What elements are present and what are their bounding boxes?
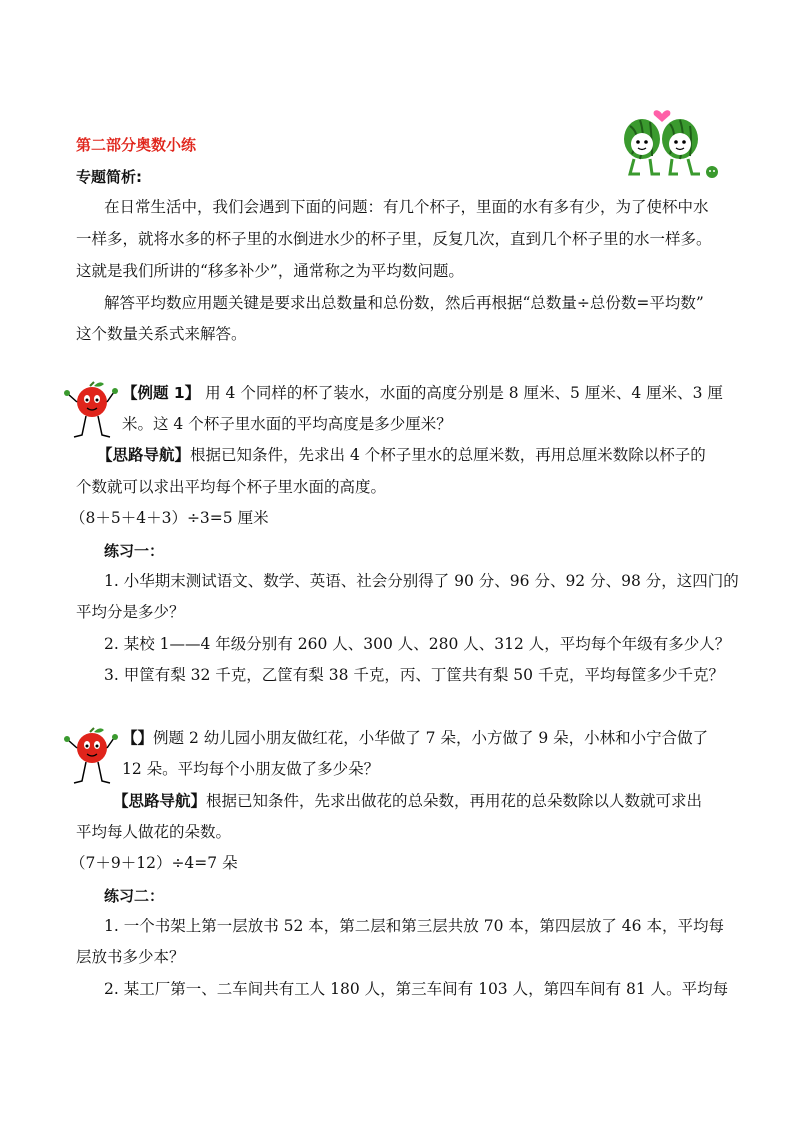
hint-label: 【思路导航】	[113, 792, 207, 810]
practice-question: 3. 甲筐有梨 32 千克，乙筐有梨 38 千克，丙、丁筐共有梨 50 千克，平均每筐多少千克？	[104, 666, 724, 684]
example1-text: 用 4 个同样的杯了装水，水面的高度分别是 8 厘米、5 厘米、4 厘米、3 厘	[200, 384, 723, 402]
practice-heading: 练习一：	[104, 542, 165, 560]
practice-question: 2. 某工厂第一、二车间共有工人 180 人，第三车间有 103 人，第四车间有 81 人。平均每	[104, 980, 729, 998]
practice-question: 1. 小华期末测试语文、数学、英语、社会分别得了 90 分、96 分、92 分、98 分，这四门的	[104, 572, 739, 590]
answer: （8＋5＋4＋3）÷3=5 厘米	[70, 509, 269, 527]
practice-question: 平均分是多少？	[76, 603, 185, 621]
intro-line: 这个数量关系式来解答。	[76, 325, 247, 343]
apple-mascot-icon	[62, 380, 122, 442]
hint-text: 平均每人做花的朵数。	[76, 823, 232, 841]
hint-text: 根据已知条件，先求出做花的总朵数，再用花的总朵数除以人数就可求出	[206, 792, 703, 810]
hint-text: 根据已知条件，先求出 4 个杯子里水的总厘米数，再用总厘米数除以杯子的	[190, 446, 706, 464]
example2-label: 【】	[122, 729, 154, 747]
intro-line: 在日常生活中，我们会遇到下面的问题：有几个杯子，里面的水有多有少，为了使杯中水	[104, 198, 709, 216]
apple-mascot-icon	[62, 726, 122, 788]
example2-text: 12 朵。平均每个小朋友做了多少朵？	[122, 760, 380, 778]
practice-heading: 练习二：	[104, 887, 165, 905]
intro-line: 解答平均数应用题关键是要求出总数量和总份数，然后再根据“总数量÷总份数=平均数”	[104, 294, 704, 312]
intro-line: 这就是我们所讲的“移多补少”，通常称之为平均数问题。	[76, 262, 464, 280]
example2-text: 例题 2 幼儿园小朋友做红花，小华做了 7 朵，小方做了 9 朵，小林和小宁合做了	[153, 729, 709, 747]
example1-label: 【例题 1】	[122, 384, 201, 402]
watermelon-mascot-icon	[612, 104, 722, 184]
practice-question: 1. 一个书架上第一层放书 52 本，第二层和第三层共放 70 本，第四层放了 46 本，平均每	[104, 917, 724, 935]
section-title: 第二部分奥数小练	[76, 136, 197, 154]
practice-question: 层放书多少本？	[76, 948, 185, 966]
intro-line: 一样多，就将水多的杯子里的水倒进水少的杯子里，反复几次，直到几个杯子里的水一样多。	[76, 230, 712, 248]
topic-heading: 专题简析:	[76, 168, 142, 186]
answer: （7＋9＋12）÷4=7 朵	[70, 854, 238, 872]
practice-question: 2. 某校 1——4 年级分别有 260 人、300 人、280 人、312 人，平均每个年级有多少人？	[104, 635, 731, 653]
example1-text: 米。这 4 个杯子里水面的平均高度是多少厘米？	[122, 415, 452, 433]
hint-label: 【思路导航】	[97, 446, 191, 464]
hint-text: 个数就可以求出平均每个杯子里水面的高度。	[76, 478, 387, 496]
